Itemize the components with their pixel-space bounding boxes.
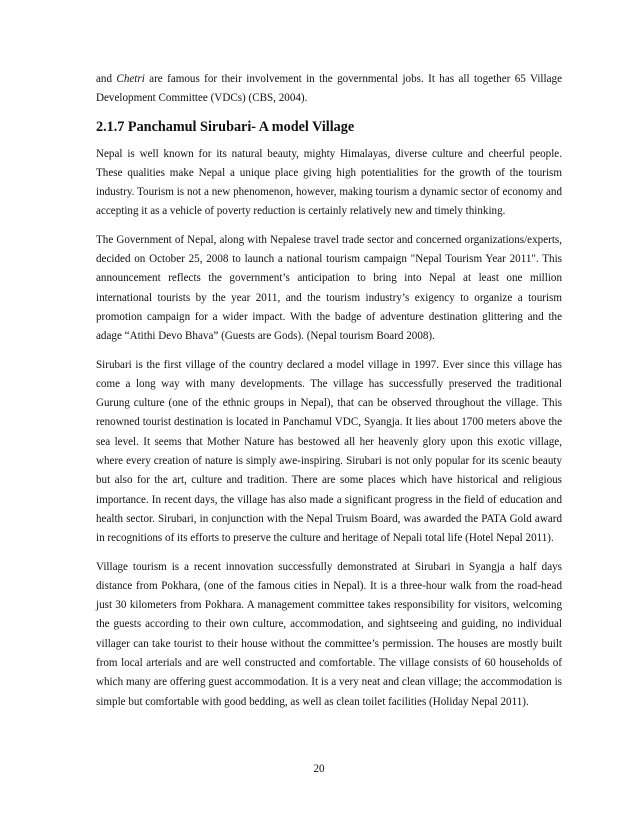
paragraph-natural-beauty: Nepal is well known for its natural beauty, mighty Himalayas, diverse culture and cheerful people. These qualities make Nepal a unique place giving high potentialities for the growth of the tourism industry. Tourism is not a new phenomenon, however, making tourism a dynamic sector of economy and accepting it as a vehicle of poverty reduction is certainly relatively new and timely thinking.	[96, 147, 562, 218]
intro-paragraph	[96, 70, 562, 109]
intro-text-end: are famous for their involvement in the governmental jobs. It has all together 65 Village Development Committee (VDCs) (CBS, 2004).	[96, 73, 562, 105]
paragraph-village-tourism: Village tourism is a recent innovation successfully demonstrated at Sirubari in Syangja a half days distance from Pokhara, (one of the famous cities in Nepal). It is a three-hour walk from the road-head just 30 kilometers from Pokhara. A management committee takes responsibility for visitors, welcoming the guests according to their own culture, accommodation, and sightseeing and guiding, no individual villager can take tourist to their house without the committee’s permission. The houses are mostly built from local arterials and are well constructed and comfortable. The village consists of 60 households of which many are offering guest accommodation. It is a very neat and clean village; the accommodation is simple but comfortable with good bedding, as well as clean toilet facilities (Holiday Nepal 2011).	[96, 560, 562, 708]
intro-text-start: and	[96, 73, 117, 85]
page-number: 20	[313, 763, 325, 775]
paragraph-sirubari-model-village: Sirubari is the first village of the country declared a model village in 1997. Ever since this village has come a long way with many developments. The village has successfully preserved the traditional Gurung culture (one of the ethnic groups in Nepal), that can be observed throughout the village. This renowned tourist destination is located in Panchamul VDC, Syangja. It lies about 1700 meters above the sea level. It seems that Mother Nature has bestowed all her heavenly glory upon this exotic village, where every creation of nature is simply awe-inspiring. Sirubari is not only popular for its scenic beauty but also for the art, culture and tradition. There are some places which have historical and religious importance. In recent days, the village has also made a significant progress in the field of education and health sector. Sirubari, in conjunction with the Nepal Truism Board, was awarded the PATA Gold award in recognitions of its efforts to preserve the culture and heritage of Nepali total life (Hotel Nepal 2011).	[96, 358, 562, 545]
section-heading: 2.1.7 Panchamul Sirubari- A model Village	[96, 118, 355, 135]
intro-italic-term: Chetri	[116, 73, 145, 85]
document-page	[96, 70, 562, 721]
paragraph-tourism-year: The Government of Nepal, along with Nepalese travel trade sector and concerned organizations/experts, decided on October 25, 2008 to launch a national tourism campaign "Nepal Tourism Year 2011". This announcement reflects the government’s anticipation to bring into Nepal at least one million international tourists by the year 2011, and the tourism industry’s exigency to organize a tourism promotion campaign for a wider impact. With the badge of adventure destination glittering and the adage “Atithi Devo Bhava” (Guests are Gods). (Nepal tourism Board 2008).	[96, 233, 562, 343]
